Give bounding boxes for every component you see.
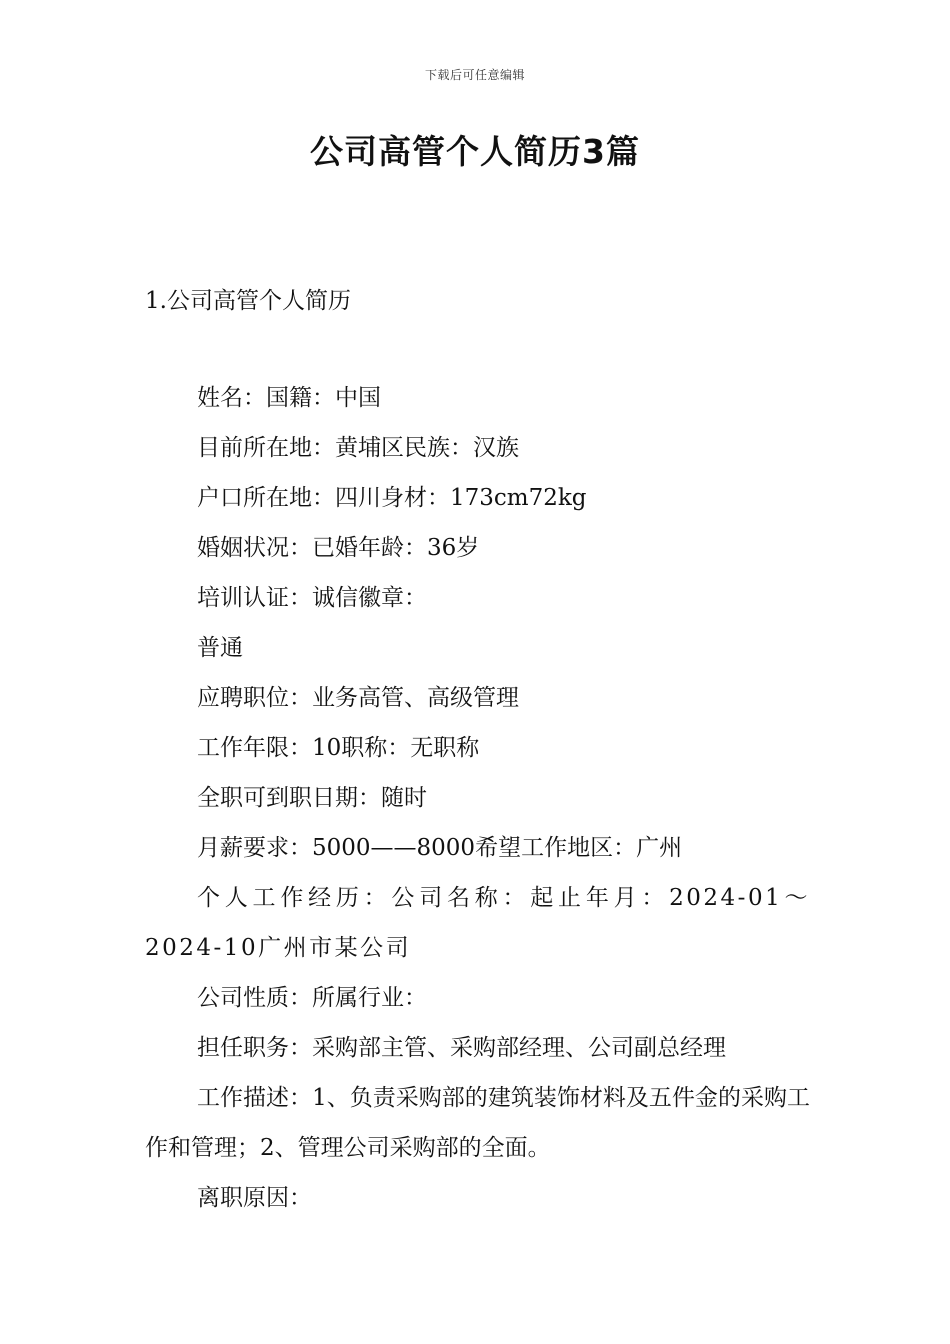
resume-line-household-height: 户口所在地：四川身材：173cm72kg	[197, 485, 587, 511]
resume-line-name-nationality: 姓名：国籍：中国	[197, 385, 381, 411]
resume-line-salary-region: 月薪要求：5000——8000希望工作地区：广州	[197, 835, 683, 861]
resume-line-work-years: 工作年限：10职称：无职称	[197, 735, 480, 761]
resume-content	[145, 373, 810, 1223]
resume-line-position: 应聘职位：业务高管、高级管理	[197, 685, 519, 711]
resume-line-company-nature: 公司性质：所属行业：	[197, 985, 427, 1011]
resume-line-work-experience: 个人工作经历：公司名称：起止年月：2024-01～2024-10广州市某公司	[145, 885, 810, 961]
resume-line-marital-age: 婚姻状况：已婚年龄：36岁	[197, 535, 480, 561]
page-header-note: 下载后可任意编辑	[424, 68, 525, 82]
document-title: 公司高管个人简历3篇	[310, 132, 640, 171]
resume-line-badge-value: 普通	[197, 635, 243, 661]
resume-line-duties: 担任职务：采购部主管、采购部经理、公司副总经理	[197, 1035, 726, 1061]
resume-line-leave-reason: 离职原因：	[197, 1185, 312, 1211]
resume-line-availability: 全职可到职日期：随时	[197, 785, 427, 811]
resume-line-certification: 培训认证：诚信徽章：	[197, 585, 427, 611]
resume-line-location-ethnicity: 目前所在地：黄埔区民族：汉族	[197, 435, 519, 461]
resume-line-job-description: 工作描述：1、负责采购部的建筑装饰材料及五件金的采购工作和管理；2、管理公司采购部的全面。	[145, 1085, 810, 1161]
section-heading: 1.公司高管个人简历	[145, 288, 351, 314]
